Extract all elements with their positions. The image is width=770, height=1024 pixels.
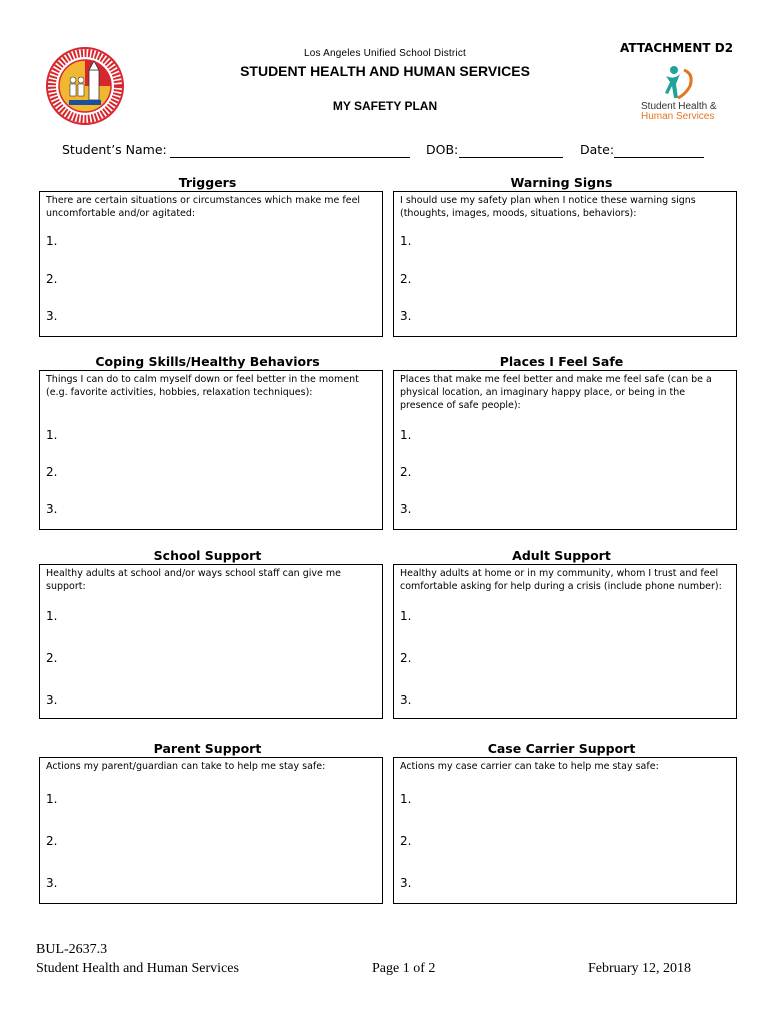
attachment-label: ATTACHMENT D2 [620, 41, 734, 55]
student-name-label: Student’s Name: [62, 142, 167, 157]
page-number: Page 1 of 2 [372, 961, 436, 976]
triggers-item-1: 1. [46, 234, 58, 248]
logo-line-1: Student Health & [641, 101, 717, 112]
student-name-field[interactable] [170, 157, 410, 158]
adult-support-description: Healthy adults at home or in my community, whom I trust and feel comfortable asking for help during a crisis (include phone number): [400, 568, 722, 592]
triggers-title: Triggers [178, 175, 237, 190]
coping-skills-box[interactable] [39, 370, 383, 530]
places-safe-title: Places I Feel Safe [499, 354, 624, 369]
coping-skills-item-3: 3. [46, 502, 58, 516]
school-support-item-1: 1. [46, 609, 58, 623]
places-safe-item-3: 3. [400, 502, 412, 516]
case-carrier-title: Case Carrier Support [487, 741, 636, 756]
adult-support-item-2: 2. [400, 651, 412, 665]
adult-support-item-1: 1. [400, 609, 412, 623]
parent-support-item-3: 3. [46, 876, 58, 890]
coping-skills-item-1: 1. [46, 428, 58, 442]
plan-title-text: MY SAFETY PLAN [332, 99, 438, 113]
warning-signs-title: Warning Signs [510, 175, 613, 190]
warning-signs-item-2: 2. [400, 272, 412, 286]
district-name-text: Los Angeles Unified School District [303, 48, 467, 59]
parent-support-item-2: 2. [46, 834, 58, 848]
triggers-description: There are certain situations or circumstances which make me feel uncomfortable and/or agitated: [46, 195, 361, 219]
parent-support-box[interactable] [39, 757, 383, 904]
district-name [0, 48, 770, 59]
places-safe-description: Places that make me feel better and make me feel safe (can be a physical location, an imaginary happy place, or being in the presence of safe people): [400, 374, 712, 411]
adult-support-item-3: 3. [400, 693, 412, 707]
places-safe-item-1: 1. [400, 428, 412, 442]
triggers-item-2: 2. [46, 272, 58, 286]
shhs-logo-figure [662, 64, 696, 102]
department-title [0, 63, 770, 79]
school-support-item-2: 2. [46, 651, 58, 665]
case-carrier-item-1: 1. [400, 792, 412, 806]
warning-signs-item-1: 1. [400, 234, 412, 248]
warning-signs-box[interactable] [393, 191, 737, 337]
logo-line-2: Human Services [641, 111, 715, 122]
places-safe-item-2: 2. [400, 465, 412, 479]
shhs-logo-text [641, 102, 717, 122]
case-carrier-item-2: 2. [400, 834, 412, 848]
warning-signs-description: I should use my safety plan when I notice these warning signs (thoughts, images, moods, situations, behaviors): [400, 195, 696, 219]
school-support-title: School Support [153, 548, 262, 563]
warning-signs-item-3: 3. [400, 309, 412, 323]
coping-skills-item-2: 2. [46, 465, 58, 479]
places-safe-box[interactable] [393, 370, 737, 530]
triggers-item-3: 3. [46, 309, 58, 323]
date-label: Date: [580, 142, 615, 157]
dob-label: DOB: [426, 142, 459, 157]
adult-support-box[interactable] [393, 564, 737, 719]
case-carrier-box[interactable] [393, 757, 737, 904]
case-carrier-description: Actions my case carrier can take to help me stay safe: [400, 761, 659, 772]
bulletin-number: BUL-2637.3 [36, 942, 108, 957]
school-support-item-3: 3. [46, 693, 58, 707]
coping-skills-description: Things I can do to calm myself down or feel better in the moment (e.g. favorite activities, hobbies, relaxation techniques): [46, 374, 359, 398]
triggers-box[interactable] [39, 191, 383, 337]
date-field[interactable] [614, 157, 704, 158]
dob-field[interactable] [459, 157, 563, 158]
footer-office: Student Health and Human Services [36, 961, 239, 976]
adult-support-title: Adult Support [512, 548, 611, 563]
school-support-box[interactable] [39, 564, 383, 719]
coping-skills-title: Coping Skills/Healthy Behaviors [95, 354, 320, 369]
parent-support-item-1: 1. [46, 792, 58, 806]
parent-support-title: Parent Support [153, 741, 262, 756]
department-title-text: STUDENT HEALTH AND HUMAN SERVICES [240, 63, 530, 79]
school-support-description: Healthy adults at school and/or ways school staff can give me support: [46, 568, 341, 592]
footer-date: February 12, 2018 [588, 961, 692, 976]
case-carrier-item-3: 3. [400, 876, 412, 890]
parent-support-description: Actions my parent/guardian can take to help me stay safe: [46, 761, 326, 772]
